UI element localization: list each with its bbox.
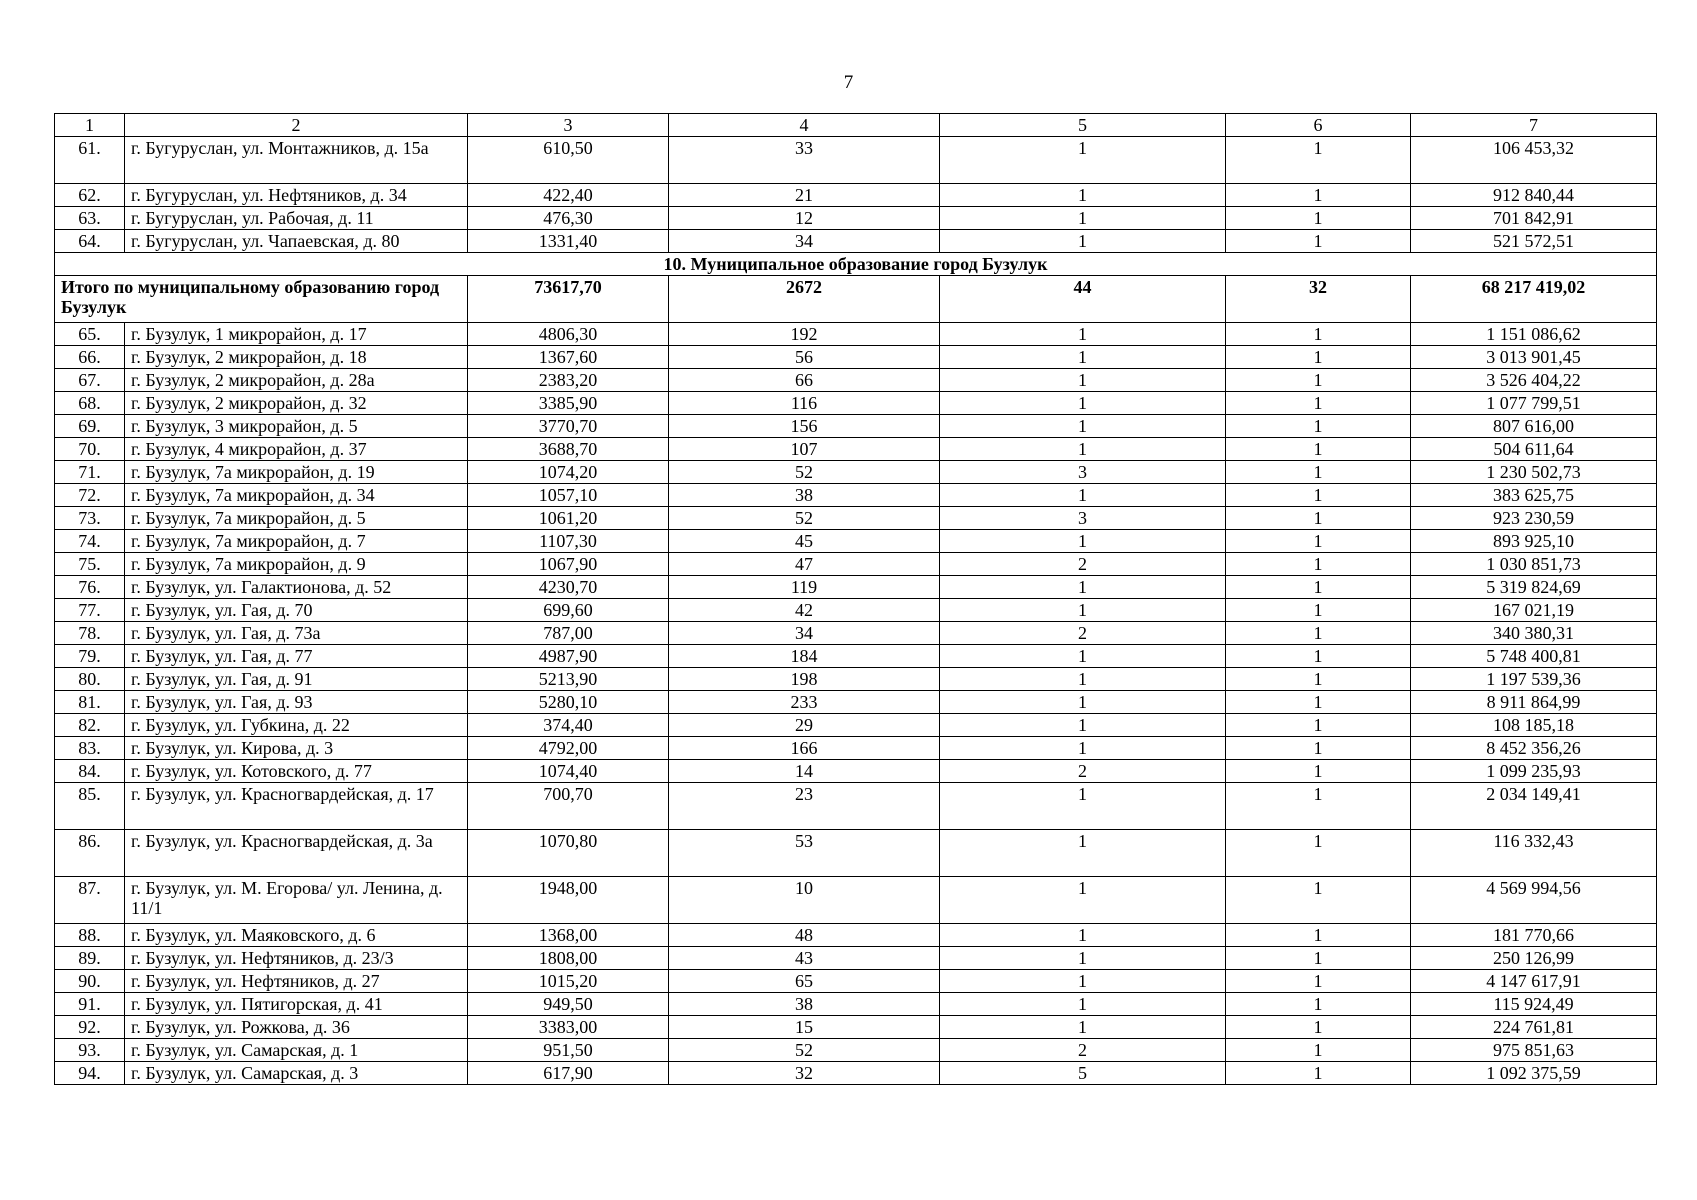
- row-number: 91.: [55, 993, 125, 1016]
- area-cell: 2383,20: [468, 369, 669, 392]
- area-cell: 700,70: [468, 783, 669, 830]
- table-row: [55, 415, 1657, 438]
- table-row: [55, 622, 1657, 645]
- total-value: 32: [1226, 276, 1411, 323]
- table-row: [55, 346, 1657, 369]
- amount-cell: 893 925,10: [1411, 530, 1657, 553]
- row-number: 83.: [55, 737, 125, 760]
- column-5-cell: 1: [940, 369, 1226, 392]
- amount-cell: 975 851,63: [1411, 1039, 1657, 1062]
- row-number: 72.: [55, 484, 125, 507]
- column-5-cell: 1: [940, 737, 1226, 760]
- address-cell: г. Бузулук, 3 микрорайон, д. 5: [125, 415, 468, 438]
- count-cell: 65: [669, 970, 940, 993]
- column-5-cell: 1: [940, 993, 1226, 1016]
- column-number: 2: [125, 114, 468, 137]
- column-6-cell: 1: [1226, 993, 1411, 1016]
- column-6-cell: 1: [1226, 622, 1411, 645]
- column-6-cell: 1: [1226, 668, 1411, 691]
- column-5-cell: 1: [940, 924, 1226, 947]
- total-value: 2672: [669, 276, 940, 323]
- amount-cell: 1 197 539,36: [1411, 668, 1657, 691]
- address-cell: г. Бугуруслан, ул. Монтажников, д. 15а: [125, 137, 468, 184]
- amount-cell: 8 911 864,99: [1411, 691, 1657, 714]
- amount-cell: 340 380,31: [1411, 622, 1657, 645]
- address-cell: г. Бузулук, ул. Котовского, д. 77: [125, 760, 468, 783]
- column-6-cell: 1: [1226, 461, 1411, 484]
- column-5-cell: 1: [940, 970, 1226, 993]
- column-5-cell: 2: [940, 622, 1226, 645]
- column-6-cell: 1: [1226, 137, 1411, 184]
- address-cell: г. Бузулук, 7а микрорайон, д. 34: [125, 484, 468, 507]
- area-cell: 1061,20: [468, 507, 669, 530]
- count-cell: 52: [669, 507, 940, 530]
- count-cell: 33: [669, 137, 940, 184]
- area-cell: 1331,40: [468, 230, 669, 253]
- address-cell: г. Бузулук, ул. Нефтяников, д. 23/3: [125, 947, 468, 970]
- amount-cell: 106 453,32: [1411, 137, 1657, 184]
- column-6-cell: 1: [1226, 438, 1411, 461]
- area-cell: 3385,90: [468, 392, 669, 415]
- table-row: [55, 137, 1657, 184]
- column-6-cell: 1: [1226, 392, 1411, 415]
- column-5-cell: 1: [940, 230, 1226, 253]
- table-row: [55, 830, 1657, 877]
- column-5-cell: 1: [940, 415, 1226, 438]
- address-cell: г. Бузулук, ул. Галактионова, д. 52: [125, 576, 468, 599]
- column-6-cell: 1: [1226, 1062, 1411, 1085]
- column-6-cell: 1: [1226, 553, 1411, 576]
- row-number: 63.: [55, 207, 125, 230]
- address-cell: г. Бузулук, 2 микрорайон, д. 18: [125, 346, 468, 369]
- address-cell: г. Бузулук, ул. Гая, д. 73а: [125, 622, 468, 645]
- area-cell: 699,60: [468, 599, 669, 622]
- table-row: [55, 392, 1657, 415]
- row-number: 68.: [55, 392, 125, 415]
- table-row: [55, 507, 1657, 530]
- address-cell: г. Бугуруслан, ул. Нефтяников, д. 34: [125, 184, 468, 207]
- table-row: [55, 1039, 1657, 1062]
- column-number: 7: [1411, 114, 1657, 137]
- area-cell: 1015,20: [468, 970, 669, 993]
- table-row: [55, 668, 1657, 691]
- count-cell: 12: [669, 207, 940, 230]
- row-number: 66.: [55, 346, 125, 369]
- count-cell: 38: [669, 993, 940, 1016]
- column-6-cell: 1: [1226, 415, 1411, 438]
- area-cell: 617,90: [468, 1062, 669, 1085]
- amount-cell: 1 077 799,51: [1411, 392, 1657, 415]
- table-row: [55, 484, 1657, 507]
- address-cell: г. Бузулук, 2 микрорайон, д. 28а: [125, 369, 468, 392]
- address-cell: г. Бузулук, ул. Кирова, д. 3: [125, 737, 468, 760]
- row-number: 79.: [55, 645, 125, 668]
- column-6-cell: 1: [1226, 877, 1411, 924]
- amount-cell: 1 151 086,62: [1411, 323, 1657, 346]
- column-5-cell: 1: [940, 530, 1226, 553]
- area-cell: 1067,90: [468, 553, 669, 576]
- amount-cell: 3 526 404,22: [1411, 369, 1657, 392]
- area-cell: 949,50: [468, 993, 669, 1016]
- column-5-cell: 1: [940, 184, 1226, 207]
- column-6-cell: 1: [1226, 760, 1411, 783]
- area-cell: 5213,90: [468, 668, 669, 691]
- column-6-cell: 1: [1226, 184, 1411, 207]
- address-cell: г. Бузулук, ул. Пятигорская, д. 41: [125, 993, 468, 1016]
- table-row: [55, 691, 1657, 714]
- area-cell: 1368,00: [468, 924, 669, 947]
- table-row: [55, 993, 1657, 1016]
- column-5-cell: 1: [940, 877, 1226, 924]
- amount-cell: 108 185,18: [1411, 714, 1657, 737]
- column-5-cell: 1: [940, 207, 1226, 230]
- column-5-cell: 1: [940, 830, 1226, 877]
- table-row: [55, 369, 1657, 392]
- address-cell: г. Бузулук, ул. Рожкова, д. 36: [125, 1016, 468, 1039]
- area-cell: 4987,90: [468, 645, 669, 668]
- column-6-cell: 1: [1226, 1039, 1411, 1062]
- row-number: 61.: [55, 137, 125, 184]
- amount-cell: 1 092 375,59: [1411, 1062, 1657, 1085]
- address-cell: г. Бузулук, ул. Нефтяников, д. 27: [125, 970, 468, 993]
- column-5-cell: 1: [940, 576, 1226, 599]
- area-cell: 1808,00: [468, 947, 669, 970]
- address-cell: г. Бузулук, ул. Самарская, д. 1: [125, 1039, 468, 1062]
- amount-cell: 923 230,59: [1411, 507, 1657, 530]
- area-cell: 610,50: [468, 137, 669, 184]
- area-cell: 476,30: [468, 207, 669, 230]
- count-cell: 34: [669, 622, 940, 645]
- table-row: [55, 230, 1657, 253]
- amount-cell: 912 840,44: [1411, 184, 1657, 207]
- column-6-cell: 1: [1226, 576, 1411, 599]
- column-number-row: [55, 114, 1657, 137]
- section-row: [55, 253, 1657, 276]
- table-row: [55, 924, 1657, 947]
- count-cell: 166: [669, 737, 940, 760]
- table-row: [55, 530, 1657, 553]
- table-row: [55, 207, 1657, 230]
- amount-cell: 504 611,64: [1411, 438, 1657, 461]
- count-cell: 66: [669, 369, 940, 392]
- column-number: 3: [468, 114, 669, 137]
- amount-cell: 383 625,75: [1411, 484, 1657, 507]
- table-row: [55, 714, 1657, 737]
- table-row: [55, 737, 1657, 760]
- column-6-cell: 1: [1226, 970, 1411, 993]
- address-cell: г. Бузулук, ул. Красногвардейская, д. 3а: [125, 830, 468, 877]
- column-5-cell: 1: [940, 484, 1226, 507]
- address-cell: г. Бузулук, 7а микрорайон, д. 5: [125, 507, 468, 530]
- row-number: 80.: [55, 668, 125, 691]
- count-cell: 43: [669, 947, 940, 970]
- address-cell: г. Бузулук, ул. Красногвардейская, д. 17: [125, 783, 468, 830]
- address-cell: г. Бузулук, ул. Самарская, д. 3: [125, 1062, 468, 1085]
- row-number: 85.: [55, 783, 125, 830]
- column-number: 4: [669, 114, 940, 137]
- row-number: 82.: [55, 714, 125, 737]
- amount-cell: 1 099 235,93: [1411, 760, 1657, 783]
- amount-cell: 5 748 400,81: [1411, 645, 1657, 668]
- total-row: [55, 276, 1657, 323]
- amount-cell: 115 924,49: [1411, 993, 1657, 1016]
- count-cell: 53: [669, 830, 940, 877]
- row-number: 94.: [55, 1062, 125, 1085]
- column-6-cell: 1: [1226, 369, 1411, 392]
- column-5-cell: 5: [940, 1062, 1226, 1085]
- table-row: [55, 576, 1657, 599]
- address-cell: г. Бузулук, 1 микрорайон, д. 17: [125, 323, 468, 346]
- area-cell: 1107,30: [468, 530, 669, 553]
- amount-cell: 4 569 994,56: [1411, 877, 1657, 924]
- row-number: 89.: [55, 947, 125, 970]
- count-cell: 107: [669, 438, 940, 461]
- row-number: 65.: [55, 323, 125, 346]
- column-6-cell: 1: [1226, 783, 1411, 830]
- table-row: [55, 599, 1657, 622]
- amount-cell: 8 452 356,26: [1411, 737, 1657, 760]
- count-cell: 116: [669, 392, 940, 415]
- address-cell: г. Бузулук, ул. Маяковского, д. 6: [125, 924, 468, 947]
- column-6-cell: 1: [1226, 599, 1411, 622]
- column-number: 6: [1226, 114, 1411, 137]
- area-cell: 3770,70: [468, 415, 669, 438]
- row-number: 69.: [55, 415, 125, 438]
- column-6-cell: 1: [1226, 484, 1411, 507]
- address-cell: г. Бугуруслан, ул. Рабочая, д. 11: [125, 207, 468, 230]
- count-cell: 119: [669, 576, 940, 599]
- column-5-cell: 1: [940, 599, 1226, 622]
- count-cell: 45: [669, 530, 940, 553]
- column-5-cell: 1: [940, 783, 1226, 830]
- column-6-cell: 1: [1226, 947, 1411, 970]
- column-5-cell: 2: [940, 1039, 1226, 1062]
- housing-table: [54, 113, 1657, 1085]
- count-cell: 21: [669, 184, 940, 207]
- table-row: [55, 760, 1657, 783]
- table-row: [55, 461, 1657, 484]
- column-6-cell: 1: [1226, 207, 1411, 230]
- area-cell: 1074,40: [468, 760, 669, 783]
- column-5-cell: 2: [940, 760, 1226, 783]
- column-5-cell: 1: [940, 323, 1226, 346]
- column-6-cell: 1: [1226, 691, 1411, 714]
- table-row: [55, 438, 1657, 461]
- row-number: 92.: [55, 1016, 125, 1039]
- table-row: [55, 970, 1657, 993]
- amount-cell: 116 332,43: [1411, 830, 1657, 877]
- count-cell: 15: [669, 1016, 940, 1039]
- column-number: 1: [55, 114, 125, 137]
- count-cell: 34: [669, 230, 940, 253]
- row-number: 86.: [55, 830, 125, 877]
- address-cell: г. Бузулук, ул. Гая, д. 93: [125, 691, 468, 714]
- column-5-cell: 3: [940, 461, 1226, 484]
- row-number: 88.: [55, 924, 125, 947]
- column-5-cell: 1: [940, 947, 1226, 970]
- amount-cell: 2 034 149,41: [1411, 783, 1657, 830]
- column-5-cell: 3: [940, 507, 1226, 530]
- area-cell: 1070,80: [468, 830, 669, 877]
- count-cell: 192: [669, 323, 940, 346]
- count-cell: 42: [669, 599, 940, 622]
- row-number: 93.: [55, 1039, 125, 1062]
- address-cell: г. Бузулук, ул. Губкина, д. 22: [125, 714, 468, 737]
- page-number: 7: [843, 72, 854, 93]
- column-5-cell: 2: [940, 553, 1226, 576]
- column-number: 5: [940, 114, 1226, 137]
- column-5-cell: 1: [940, 392, 1226, 415]
- row-number: 77.: [55, 599, 125, 622]
- section-title: 10. Муниципальное образование город Бузулук: [55, 253, 1657, 276]
- row-number: 78.: [55, 622, 125, 645]
- area-cell: 5280,10: [468, 691, 669, 714]
- total-label: Итого по муниципальному образованию город Бузулук: [55, 276, 468, 323]
- column-6-cell: 1: [1226, 346, 1411, 369]
- count-cell: 233: [669, 691, 940, 714]
- count-cell: 48: [669, 924, 940, 947]
- total-value: 73617,70: [468, 276, 669, 323]
- table-row: [55, 1062, 1657, 1085]
- column-5-cell: 1: [940, 438, 1226, 461]
- column-6-cell: 1: [1226, 714, 1411, 737]
- area-cell: 4792,00: [468, 737, 669, 760]
- column-6-cell: 1: [1226, 924, 1411, 947]
- area-cell: 374,40: [468, 714, 669, 737]
- column-6-cell: 1: [1226, 530, 1411, 553]
- area-cell: 4230,70: [468, 576, 669, 599]
- table-row: [55, 783, 1657, 830]
- amount-cell: 521 572,51: [1411, 230, 1657, 253]
- address-cell: г. Бузулук, 4 микрорайон, д. 37: [125, 438, 468, 461]
- row-number: 75.: [55, 553, 125, 576]
- row-number: 87.: [55, 877, 125, 924]
- count-cell: 38: [669, 484, 940, 507]
- amount-cell: 1 030 851,73: [1411, 553, 1657, 576]
- row-number: 90.: [55, 970, 125, 993]
- total-value: 44: [940, 276, 1226, 323]
- row-number: 76.: [55, 576, 125, 599]
- amount-cell: 807 616,00: [1411, 415, 1657, 438]
- area-cell: 1948,00: [468, 877, 669, 924]
- count-cell: 32: [669, 1062, 940, 1085]
- table-row: [55, 877, 1657, 924]
- count-cell: 198: [669, 668, 940, 691]
- amount-cell: 5 319 824,69: [1411, 576, 1657, 599]
- column-6-cell: 1: [1226, 323, 1411, 346]
- area-cell: 1057,10: [468, 484, 669, 507]
- total-value: 68 217 419,02: [1411, 276, 1657, 323]
- column-5-cell: 1: [940, 137, 1226, 184]
- count-cell: 29: [669, 714, 940, 737]
- count-cell: 14: [669, 760, 940, 783]
- address-cell: г. Бузулук, ул. Гая, д. 70: [125, 599, 468, 622]
- row-number: 71.: [55, 461, 125, 484]
- address-cell: г. Бузулук, 7а микрорайон, д. 19: [125, 461, 468, 484]
- table-row: [55, 323, 1657, 346]
- table-row: [55, 184, 1657, 207]
- count-cell: 47: [669, 553, 940, 576]
- count-cell: 10: [669, 877, 940, 924]
- row-number: 81.: [55, 691, 125, 714]
- area-cell: 787,00: [468, 622, 669, 645]
- count-cell: 52: [669, 461, 940, 484]
- table-row: [55, 1016, 1657, 1039]
- column-5-cell: 1: [940, 1016, 1226, 1039]
- table-row: [55, 553, 1657, 576]
- count-cell: 156: [669, 415, 940, 438]
- address-cell: г. Бузулук, ул. Гая, д. 91: [125, 668, 468, 691]
- table-row: [55, 947, 1657, 970]
- address-cell: г. Бузулук, 7а микрорайон, д. 7: [125, 530, 468, 553]
- table-row: [55, 645, 1657, 668]
- address-cell: г. Бузулук, ул. Гая, д. 77: [125, 645, 468, 668]
- amount-cell: 224 761,81: [1411, 1016, 1657, 1039]
- table-body: [55, 114, 1657, 1085]
- column-5-cell: 1: [940, 668, 1226, 691]
- area-cell: 4806,30: [468, 323, 669, 346]
- row-number: 67.: [55, 369, 125, 392]
- amount-cell: 4 147 617,91: [1411, 970, 1657, 993]
- area-cell: 1074,20: [468, 461, 669, 484]
- amount-cell: 250 126,99: [1411, 947, 1657, 970]
- address-cell: г. Бузулук, ул. М. Егорова/ ул. Ленина, д. 11/1: [125, 877, 468, 924]
- amount-cell: 3 013 901,45: [1411, 346, 1657, 369]
- row-number: 64.: [55, 230, 125, 253]
- area-cell: 3688,70: [468, 438, 669, 461]
- amount-cell: 167 021,19: [1411, 599, 1657, 622]
- amount-cell: 1 230 502,73: [1411, 461, 1657, 484]
- column-6-cell: 1: [1226, 507, 1411, 530]
- column-5-cell: 1: [940, 645, 1226, 668]
- area-cell: 1367,60: [468, 346, 669, 369]
- area-cell: 422,40: [468, 184, 669, 207]
- amount-cell: 181 770,66: [1411, 924, 1657, 947]
- column-5-cell: 1: [940, 691, 1226, 714]
- address-cell: г. Бузулук, 2 микрорайон, д. 32: [125, 392, 468, 415]
- row-number: 62.: [55, 184, 125, 207]
- row-number: 84.: [55, 760, 125, 783]
- count-cell: 184: [669, 645, 940, 668]
- column-6-cell: 1: [1226, 830, 1411, 877]
- column-6-cell: 1: [1226, 1016, 1411, 1039]
- amount-cell: 701 842,91: [1411, 207, 1657, 230]
- column-5-cell: 1: [940, 346, 1226, 369]
- count-cell: 23: [669, 783, 940, 830]
- address-cell: г. Бузулук, 7а микрорайон, д. 9: [125, 553, 468, 576]
- column-6-cell: 1: [1226, 230, 1411, 253]
- row-number: 73.: [55, 507, 125, 530]
- count-cell: 52: [669, 1039, 940, 1062]
- count-cell: 56: [669, 346, 940, 369]
- column-5-cell: 1: [940, 714, 1226, 737]
- row-number: 70.: [55, 438, 125, 461]
- row-number: 74.: [55, 530, 125, 553]
- address-cell: г. Бугуруслан, ул. Чапаевская, д. 80: [125, 230, 468, 253]
- area-cell: 3383,00: [468, 1016, 669, 1039]
- area-cell: 951,50: [468, 1039, 669, 1062]
- column-6-cell: 1: [1226, 645, 1411, 668]
- column-6-cell: 1: [1226, 737, 1411, 760]
